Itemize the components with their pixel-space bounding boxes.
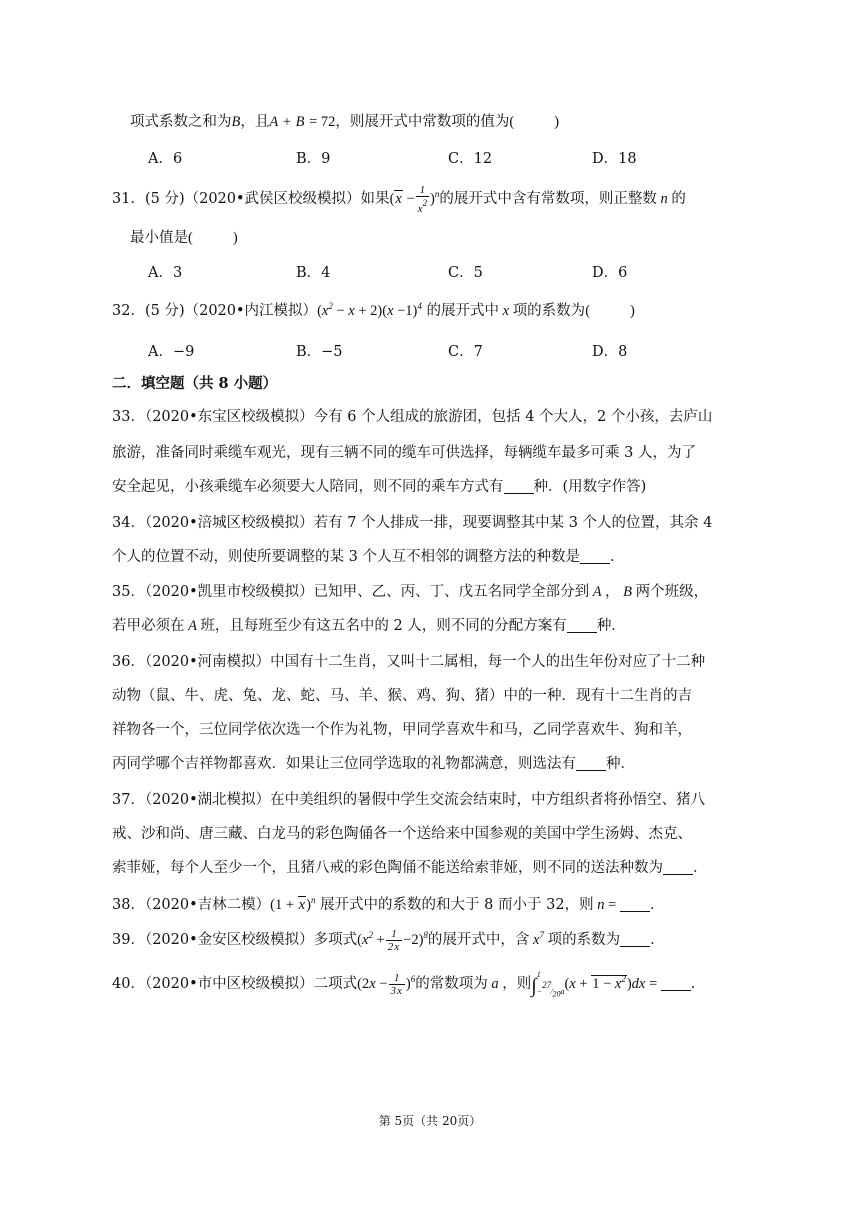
q32-option-d: D．8: [592, 344, 628, 360]
q38-line: 38．（2020•吉林二模）$(1 + x)^n$ 展开式中的系数的和大于 8 而小于 32，则 n = ．: [112, 895, 665, 913]
q36-line3: 祥物各一个，三位同学依次选一个作为礼物，甲同学喜欢牛和马，乙同学喜欢牛、狗和羊，: [112, 722, 692, 738]
q33-line1: 33．（2020•东宝区校级模拟）今有 6 个人组成的旅游团，包括 4 个大人，2 个小孩，去庐山: [112, 409, 713, 425]
q32-option-b: B．−5: [296, 344, 343, 360]
q30-option-c: C．12: [448, 151, 493, 167]
answer-blank: [567, 618, 597, 633]
q40-integral: ∫ 1 $-^{27}⁄_{20}a$ $(x + 1 - x^2)dx$ =: [531, 970, 661, 999]
q31-option-b: B．4: [296, 265, 331, 281]
q36-line4: 丙同学哪个吉祥物都喜欢．如果让三位同学选取的礼物都满意，则选法有 种．: [112, 756, 635, 772]
q31-line2: 最小值是( ): [130, 230, 238, 246]
q30-option-a: A．6: [148, 151, 183, 167]
q32-line: 32．(5 分)（2020•内江模拟）$(x^2 - x + 2)(x -1)^4$ 的展开式中 x 项的系数为( ): [112, 301, 635, 319]
q38-formula: $(1 + x)^n$: [270, 895, 316, 913]
q32-option-c: C．7: [448, 344, 483, 360]
q31-option-d: D．6: [592, 265, 628, 281]
q32-formula: $(x^2 - x + 2)(x -1)^4$: [317, 301, 422, 319]
q30-tail-line: 项式系数之和为B，且A + B = 72，则展开式中常数项的值为( ): [130, 114, 560, 130]
q31-option-a: A．3: [148, 265, 183, 281]
q34-line2: 个人的位置不动，则使所要调整的某 3 个人互不相邻的调整方法的种数是 ．: [112, 549, 625, 565]
answer-blank: [504, 479, 534, 494]
answer-blank: [620, 897, 650, 912]
q33-line2: 旅游，准备同时乘缆车观光，现有三辆不同的缆车可供选择，每辆缆车最多可乘 3 人，为了: [112, 445, 696, 461]
q33-line3: 安全起见，小孩乘缆车必须要大人陪同，则不同的乘车方式有 种．(用数字作答): [112, 479, 647, 495]
q31-option-c: C．5: [448, 265, 483, 281]
q37-line3: 索菲娅，每个人至少一个，且猪八戒的彩色陶俑不能送给索菲娅，则不同的送法种数为 ．: [112, 860, 708, 876]
q40-formula: (2x − $\frac{1}{3x}$ )$^6$: [357, 972, 416, 998]
page-footer: 第 5页（共 20页）: [378, 1114, 482, 1128]
q37-line1: 37．（2020•湖北模拟）在中美组织的暑假中学生交流会结束时，中方组织者将孙悟空、猪八: [112, 792, 706, 808]
q31-prefix: 31．(5 分)（2020•武侯区校级模拟）如果: [112, 190, 390, 207]
q39-formula: ($x^2$ + $\frac{1}{2x}$ −2)$^8$: [357, 928, 428, 954]
q31-formula: (x − $\frac{1}{x^2}$ )$^n$: [389, 184, 440, 215]
q30-text-a: 项式系数之和为: [130, 114, 232, 130]
q40-line: 40．（2020•市中区校级模拟）二项式(2x − $\frac{1}{3x}$ )$^6$的常数项为 a ，则∫ 1 $-^{27}⁄_{20}a$ $(x + 1 - x^2)dx$ = ．: [112, 970, 706, 999]
answer-blank: [663, 860, 693, 875]
q35-line1: 35．（2020•凯里市校级模拟）已知甲、乙、丙、丁、戊五名同学全部分到 A ， B 两个班级，: [112, 584, 709, 600]
q34-line1: 34．（2020•涪城区校级模拟）若有 7 个人排成一排，现要调整其中某 3 个人的位置，其余 4: [112, 515, 713, 531]
section-heading: 二．填空题（共 8 小题）: [112, 375, 278, 392]
q30-option-d: D．18: [592, 151, 637, 167]
q32-option-a: A．−9: [148, 344, 195, 360]
q39-line: 39．（2020•金安区校级模拟）多项式($x^2$ + $\frac{1}{2x}$ −2)$^8$的展开式中，含 $x^7$ 项的系数为 ．: [112, 928, 665, 954]
q31-line1: 31．(5 分)（2020•武侯区校级模拟）如果(x − $\frac{1}{x^2}$ )$^n$的展开式中含有常数项，则正整数 n 的: [112, 184, 686, 215]
answer-blank: [620, 932, 650, 947]
q35-line2: 若甲必须在 A 班，且每班至少有这五名中的 2 人，则不同的分配方案有 种．: [112, 618, 626, 634]
q37-line2: 戒、沙和尚、唐三藏、白龙马的彩色陶俑各一个送给来中国参观的美国中学生汤姆、杰克、: [112, 826, 692, 842]
q30-option-b: B．9: [296, 151, 331, 167]
q32-prefix: 32．(5 分)（2020•内江模拟）: [112, 303, 318, 319]
answer-blank: [661, 976, 691, 991]
q36-line1: 36．（2020•河南模拟）中国有十二生肖，又叫十二属相，每一个人的出生年份对应了十二种: [112, 654, 706, 670]
q36-line2: 动物（鼠、牛、虎、兔、龙、蛇、马、羊、猴、鸡、狗、猪）中的一种．现有十二生肖的吉: [112, 688, 692, 704]
answer-blank: [580, 549, 610, 564]
answer-blank: [576, 756, 606, 771]
